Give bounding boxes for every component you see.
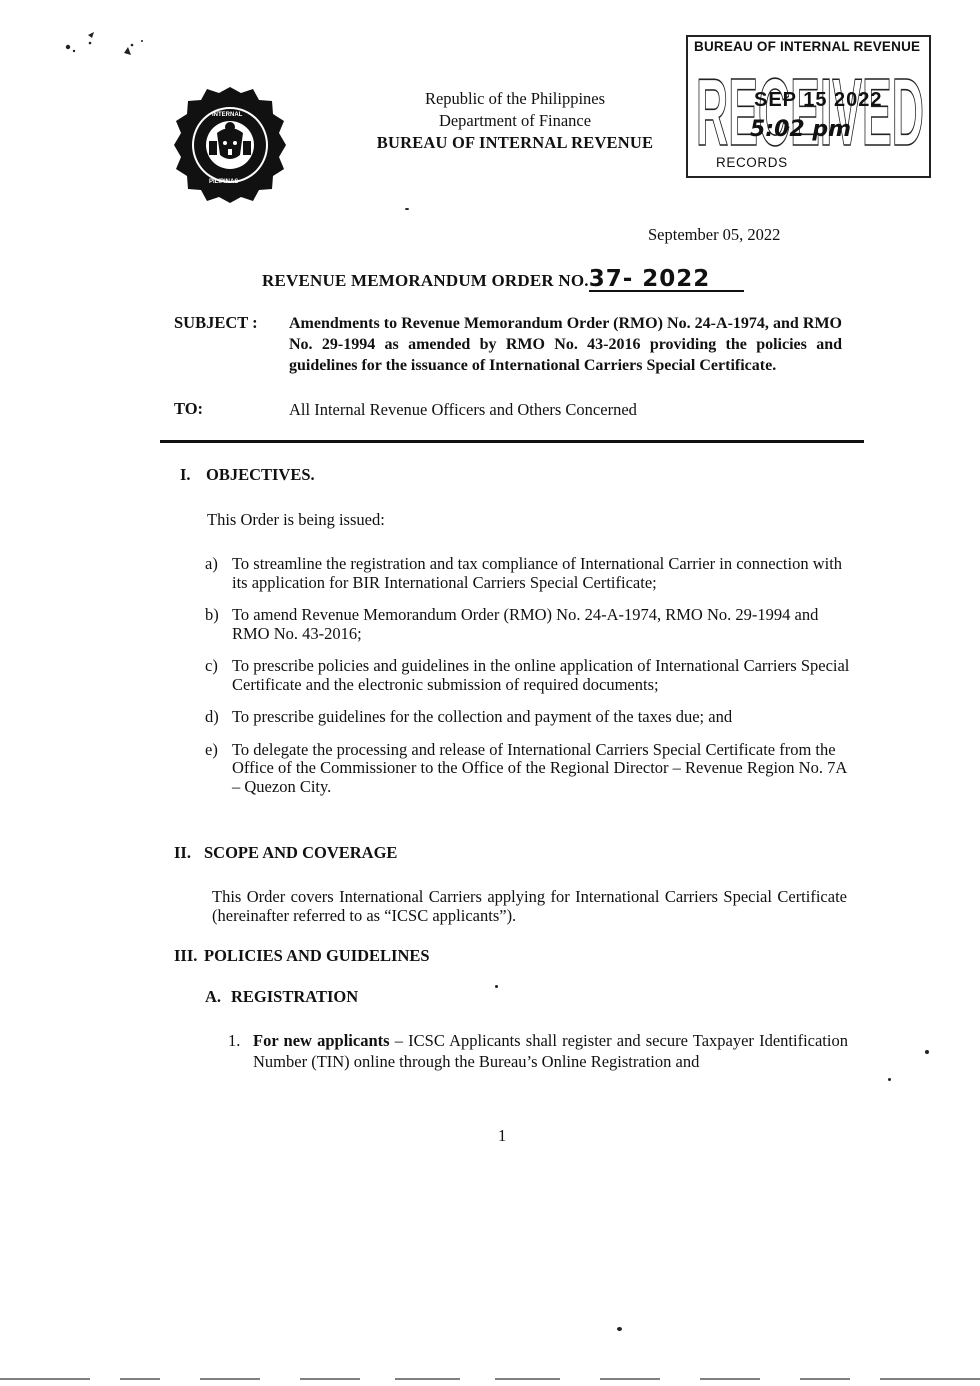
agency-line: BUREAU OF INTERNAL REVENUE [376,133,654,152]
memo-number: 37- 2022 [589,268,745,292]
memo-title-text: REVENUE MEMORANDUM ORDER NO. [262,271,589,290]
section-number: II. [174,843,191,862]
section-number: III. [174,946,198,965]
svg-text:RECEIVED: RECEIVED [696,59,924,157]
document-date: September 05, 2022 [648,225,781,244]
list-marker: e) [205,739,218,759]
subject-text: Amendments to Revenue Memorandum Order (RMO) No. 24-A-1974, and RMO No. 29-1994 as amended by RMO No. 43-2016 providing the policies and guidelines for the issuance of International Carriers Special Certificate. [289,315,842,374]
scan-bottom-edge [0,1376,980,1382]
list-item-text: To amend Revenue Memorandum Order (RMO) No. 24-A-1974, RMO No. 29-1994 and RMO No. 43-2016; [232,605,819,643]
section-number: I. [180,465,191,484]
subsection-title: REGISTRATION [231,987,359,1006]
svg-text:INTERNAL: INTERNAL [212,112,243,118]
scan-speck [617,1327,622,1331]
list-item [205,555,850,592]
registration-item-text [253,1030,848,1072]
list-marker: a) [205,554,218,573]
department-line: Department of Finance [438,111,592,130]
subsection-number: A. [205,987,222,1006]
section-objectives-heading [180,465,315,485]
section-title: OBJECTIVES. [206,465,315,484]
scan-speck [495,985,498,988]
registration-item [228,1030,848,1072]
header-divider [160,440,864,443]
stamp-date: SEP 15 2022 [754,89,883,111]
list-marker: d) [205,707,219,726]
to-text: All Internal Revenue Officers and Others Concerned [289,400,637,419]
registration-item-lead: For new applicants [253,1031,390,1050]
scan-speck [925,1050,929,1054]
list-item [205,657,850,694]
stamp-agency: BUREAU OF INTERNAL REVENUE [694,39,921,54]
list-marker: c) [205,656,218,675]
section-policies-heading [174,946,430,966]
section-title: SCOPE AND COVERAGE [204,843,398,862]
list-item-text: To prescribe guidelines for the collection and payment of the taxes due; and [232,707,733,726]
objectives-list [205,555,850,810]
scan-specks [60,25,180,65]
section-title: POLICIES AND GUIDELINES [204,946,430,965]
list-item-text: To delegate the processing and release of International Carriers Special Certificate from the Office of the Commissioner to the Office of the Regional Director – Revenue Region No. 7A – Quezon City. [232,739,847,796]
scan-speck [405,208,409,210]
stamp-footer: RECORDS [716,155,788,170]
stamp-time: 5:02 pm [750,117,852,142]
document-header [340,88,690,154]
republic-line: Republic of the Philippines [424,89,606,108]
list-item-text: To streamline the registration and tax compliance of International Carrier in connection with its application for BIR International Carriers Special Certificate; [232,554,843,592]
to-label: TO: [174,399,204,418]
objectives-intro: This Order is being issued: [207,510,385,529]
scope-paragraph: This Order covers International Carriers applying for International Carriers Special Certificate (hereinafter referred to as “ICSC applicants”). [212,887,847,925]
memo-title [262,268,744,292]
received-stamp [686,35,931,178]
list-marker: b) [205,605,219,624]
scan-speck [888,1078,891,1081]
list-item-text: To prescribe policies and guidelines in the online application of International Carriers Special Certificate and the electronic submission of required documents; [232,656,850,694]
svg-text:PILIPINAS: PILIPINAS [209,179,239,185]
bir-seal-logo [165,85,295,205]
list-item [205,741,850,797]
list-item [205,606,850,643]
subsection-registration-heading [205,987,358,1007]
list-marker: 1. [228,1031,241,1050]
list-item [205,708,850,727]
registration-item-body: – ICSC Applicants shall register and secure Taxpayer Identification Number (TIN) online through the Bureau’s Online Registration and [253,1031,848,1071]
page-number: 1 [498,1126,507,1145]
subject-label: SUBJECT : [174,313,258,332]
section-scope-heading [174,843,397,863]
